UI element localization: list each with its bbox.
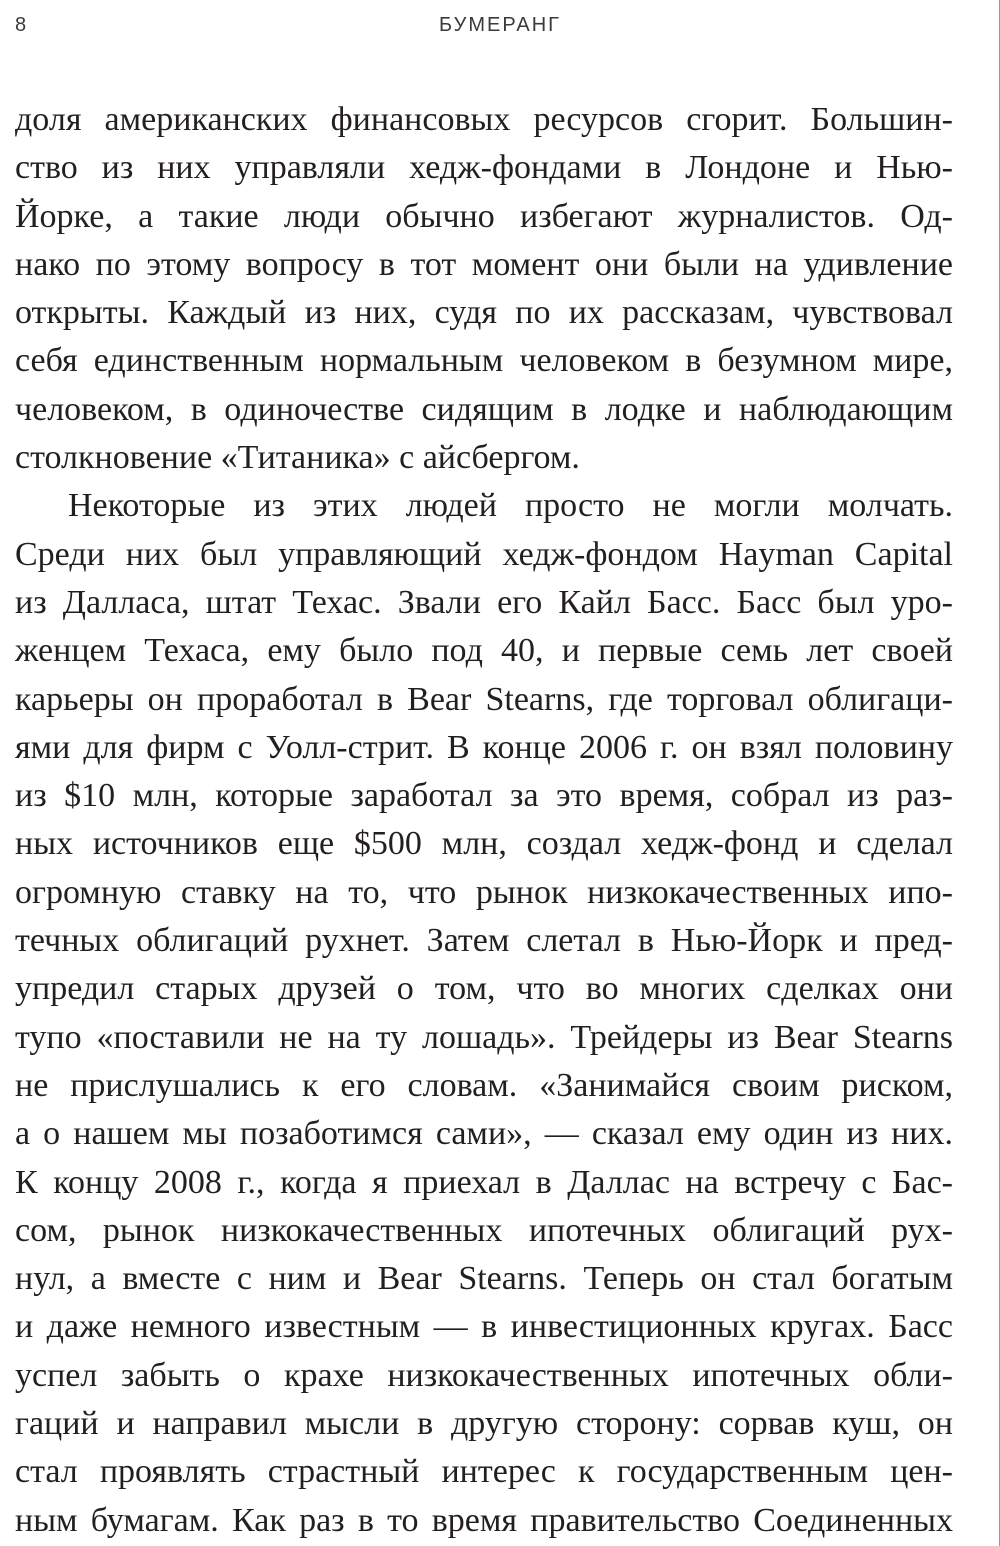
- text-line: нул, а вместе с ним и Bear Stearns. Теперь он стал богатым: [15, 1260, 953, 1298]
- text-line: Некоторые из этих людей просто не могли молчать.: [68, 487, 953, 525]
- text-line: успел забыть о крахе низкокачественных ипотечных обли-: [15, 1356, 953, 1394]
- body-text: [15, 96, 953, 1545]
- text-line: а о нашем мы позаботимся сами», — сказал ему один из них.: [15, 1115, 953, 1153]
- text-line: огромную ставку на то, что рынок низкокачественных ипо-: [15, 873, 953, 911]
- text-line: доля американских финансовых ресурсов сгорит. Большин-: [15, 101, 953, 138]
- text-line: карьеры он проработал в Bear Stearns, где торговал облигаци-: [15, 680, 953, 718]
- text-line: стал проявлять страстный интерес к государственным цен-: [15, 1453, 953, 1491]
- text-line: ным бумагам. Как раз в то время правительство Соединенных: [15, 1501, 953, 1539]
- text-line: себя единственным нормальным человеком в безумном мире,: [15, 342, 953, 380]
- text-line: Йорке, а такие люди обычно избегают журналистов. Од-: [15, 197, 953, 235]
- text-line: течных облигаций рухнет. Затем слетал в Нью-Йорк и пред-: [15, 922, 953, 960]
- text-line: тупо «поставили не на ту лошадь». Трейдеры из Bear Stearns: [15, 1018, 953, 1056]
- text-line: не прислушались к его словам. «Занимайся своим риском,: [15, 1066, 953, 1104]
- text-line: и даже немного известным — в инвестиционных кругах. Басс: [15, 1308, 953, 1346]
- text-line: гаций и направил мысли в другую сторону: сорвав куш, он: [15, 1405, 953, 1443]
- paragraph: [15, 482, 953, 1545]
- text-line: человеком, в одиночестве сидящим в лодке и наблюдающим: [15, 390, 953, 428]
- text-line: женцем Техаса, ему было под 40, и первые семь лет своей: [15, 632, 953, 670]
- page-number: 8: [15, 14, 28, 36]
- text-line: К концу 2008 г., когда я приехал в Даллас на встречу с Бас-: [15, 1163, 953, 1201]
- paragraph: [15, 96, 953, 482]
- text-line: Среди них был управляющий хедж-фондом Hayman Capital: [15, 535, 953, 573]
- text-line: упредил старых друзей о том, что во многих сделках они: [15, 970, 953, 1008]
- text-line: сом, рынок низкокачественных ипотечных облигаций рух-: [15, 1211, 953, 1249]
- text-line: столкновение «Титаника» с айсбергом.: [15, 439, 580, 477]
- text-line: ных источников еще $500 млн, создал хедж-фонд и сделал: [15, 825, 953, 863]
- text-line: открыты. Каждый из них, судя по их рассказам, чувствовал: [15, 294, 953, 332]
- running-header: [0, 10, 1000, 40]
- text-line: из Далласа, штат Техас. Звали его Кайл Басс. Басс был уро-: [15, 583, 953, 621]
- text-line: ство из них управляли хедж-фондами в Лондоне и Нью-: [15, 149, 953, 187]
- text-line: нако по этому вопросу в тот момент они были на удивление: [15, 245, 953, 283]
- text-line: из $10 млн, которые заработал за это время, собрал из раз-: [15, 777, 953, 815]
- text-line: ями для фирм с Уолл-стрит. В конце 2006 г. он взял половину: [15, 728, 953, 766]
- running-title: БУМЕРАНГ: [439, 14, 561, 36]
